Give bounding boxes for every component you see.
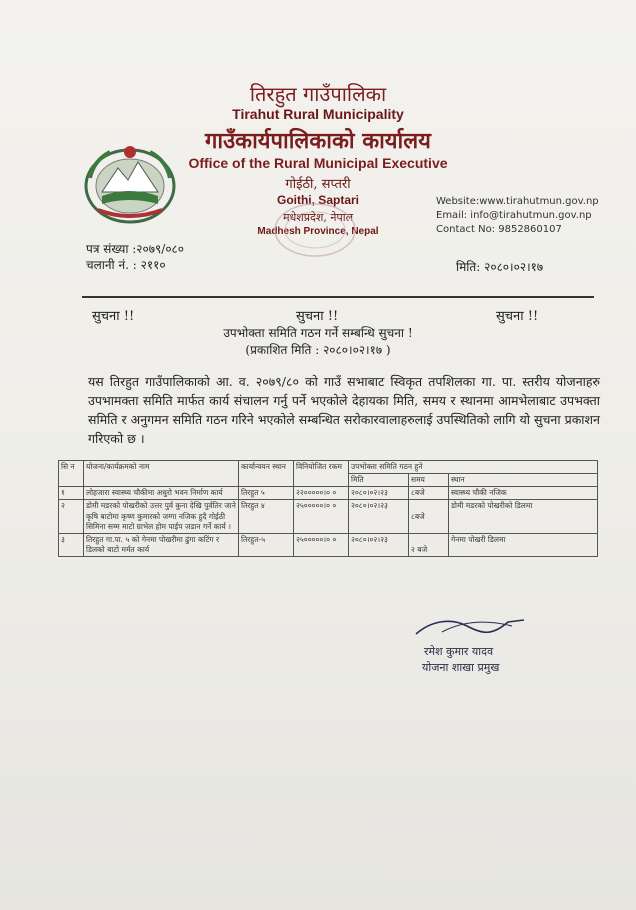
email-text: Email: info@tirahutmun.gov.np	[436, 210, 592, 221]
municipality-name-np: तिरहुत गाउँपालिका	[249, 82, 387, 106]
cell-sn: ३	[59, 533, 84, 556]
letter-number: पत्र संख्या :२०७९/०८०	[86, 242, 185, 256]
table-row	[59, 487, 598, 500]
col-sn-header: सि न	[59, 461, 84, 487]
project-table	[58, 460, 598, 557]
website-text: Website:www.tirahutmun.gov.np	[436, 196, 599, 207]
cell-time: २ बजे	[409, 533, 449, 556]
col-time-header: समय	[409, 474, 449, 487]
cell-date: २०८०।०२।२३	[349, 500, 409, 533]
signatory-name: रमेश कुमार यादव	[424, 645, 494, 658]
cell-sn: २	[59, 500, 84, 533]
table-row	[59, 533, 598, 556]
office-name-np: गाउँकार्यपालिकाको कार्यालय	[205, 128, 431, 154]
notice-label-right: सुचना !!	[496, 309, 539, 324]
col-formation-header: उपभोक्ता समिति गठन हुने	[349, 461, 598, 474]
cell-amount: २२०००००।० ०	[294, 487, 349, 500]
cell-project: लोहजारा स्वास्थ्य चौकीमा अधुरो भवन निर्माण कार्य	[84, 487, 239, 500]
published-date: (प्रकाशित मिति : २०८०।०२।१७ )	[245, 343, 391, 357]
cell-sn: १	[59, 487, 84, 500]
office-name-en: Office of the Rural Municipal Executive	[188, 155, 448, 171]
municipality-name-en: Tirahut Rural Municipality	[232, 106, 404, 122]
col-amount-header: विनियोजित रकम	[294, 461, 349, 487]
office-stamp-icon	[270, 200, 360, 260]
notice-label-center: सुचना !!	[296, 309, 339, 324]
col-place-header: स्थान	[449, 474, 598, 487]
notice-subject: उपभोक्ता समिति गठन गर्ने सम्बन्धि सुचना !	[223, 326, 413, 340]
signature-icon	[412, 612, 532, 642]
cell-project: डोमी मडरको पोखरीको उत्तर पुर्व कुना देखि पुर्वतिर जाने कृषि बाटोमा कृष्ण कुमारको जग्गा नजिक हुदै गोईठी सिमिना सम्म माटो ग्राभेल होम पाईप जडान गर्ने कार्य ।	[84, 500, 239, 533]
address-en: Goithi, Saptari	[276, 193, 359, 207]
address-np: गोईठी, सप्तरी	[285, 177, 351, 192]
cell-date: २०८०।०२।२३	[349, 487, 409, 500]
province-np: मधेशप्रदेश, नेपाल	[282, 211, 354, 224]
col-location-header: कार्यान्वयन स्थान	[239, 461, 294, 487]
signatory-title: योजना शाखा प्रमुख	[422, 661, 500, 674]
table-header-row	[59, 461, 598, 474]
cell-location: तिरहुत ५	[239, 487, 294, 500]
cell-time: ८बजे	[409, 500, 449, 533]
cell-amount: २५०००००।० ०	[294, 500, 349, 533]
cell-amount: २५०००००।० ०	[294, 533, 349, 556]
contact-text: Contact No: 9852860107	[436, 224, 562, 235]
cell-place: डोमी मडरको पोखरीको डिलमा	[449, 500, 598, 533]
cell-time: ८बजे	[409, 487, 449, 500]
cell-place: स्वास्थ्य चौकी नजिक	[449, 487, 598, 500]
province-en: Madhesh Province, Nepal	[257, 226, 379, 237]
col-project-header: योजना/कार्यक्रमको नाम	[84, 461, 239, 487]
col-date-header: मिति	[349, 474, 409, 487]
cell-location: तिरहुत ४	[239, 500, 294, 533]
header-divider	[82, 296, 594, 298]
cell-place: गेनमा पोखरी डिलमा	[449, 533, 598, 556]
notice-label-left: सुचना !!	[92, 309, 135, 324]
cell-project: तिरहुत गा.पा. ५ को गेनमा पोखरीमा ढुंगा कटिंग र डिलको बाटो मर्मत कार्य	[84, 533, 239, 556]
issue-date: मिति: २०८०।०२।१७	[456, 260, 544, 274]
cell-date: २०८०।०२।२३	[349, 533, 409, 556]
dispatch-number: चलानी नं. : २११०	[86, 258, 166, 272]
cell-location: तिरहुत-५	[239, 533, 294, 556]
table-row	[59, 500, 598, 533]
notice-body: यस तिरहुत गाउँपालिकाको आ. व. २०७९/८० को गाउँ सभाबाट स्विकृत तपशिलका गा. पा. स्तरीय योजनाहरु उपभामक्ता समिति मार्फत कार्य संचालन गर्नु पर्ने भएकोले देहायका मिति, समय र स्थानमा आमभेलाबाट उपभक्ता समिति र अनुगमन समिति गठन गरिने भएकोले सम्बन्धित सरोकारवालाहरुलाई उपस्थितिको लागि यो सुचना प्रकाशन गरिएको छ ।	[88, 374, 600, 446]
